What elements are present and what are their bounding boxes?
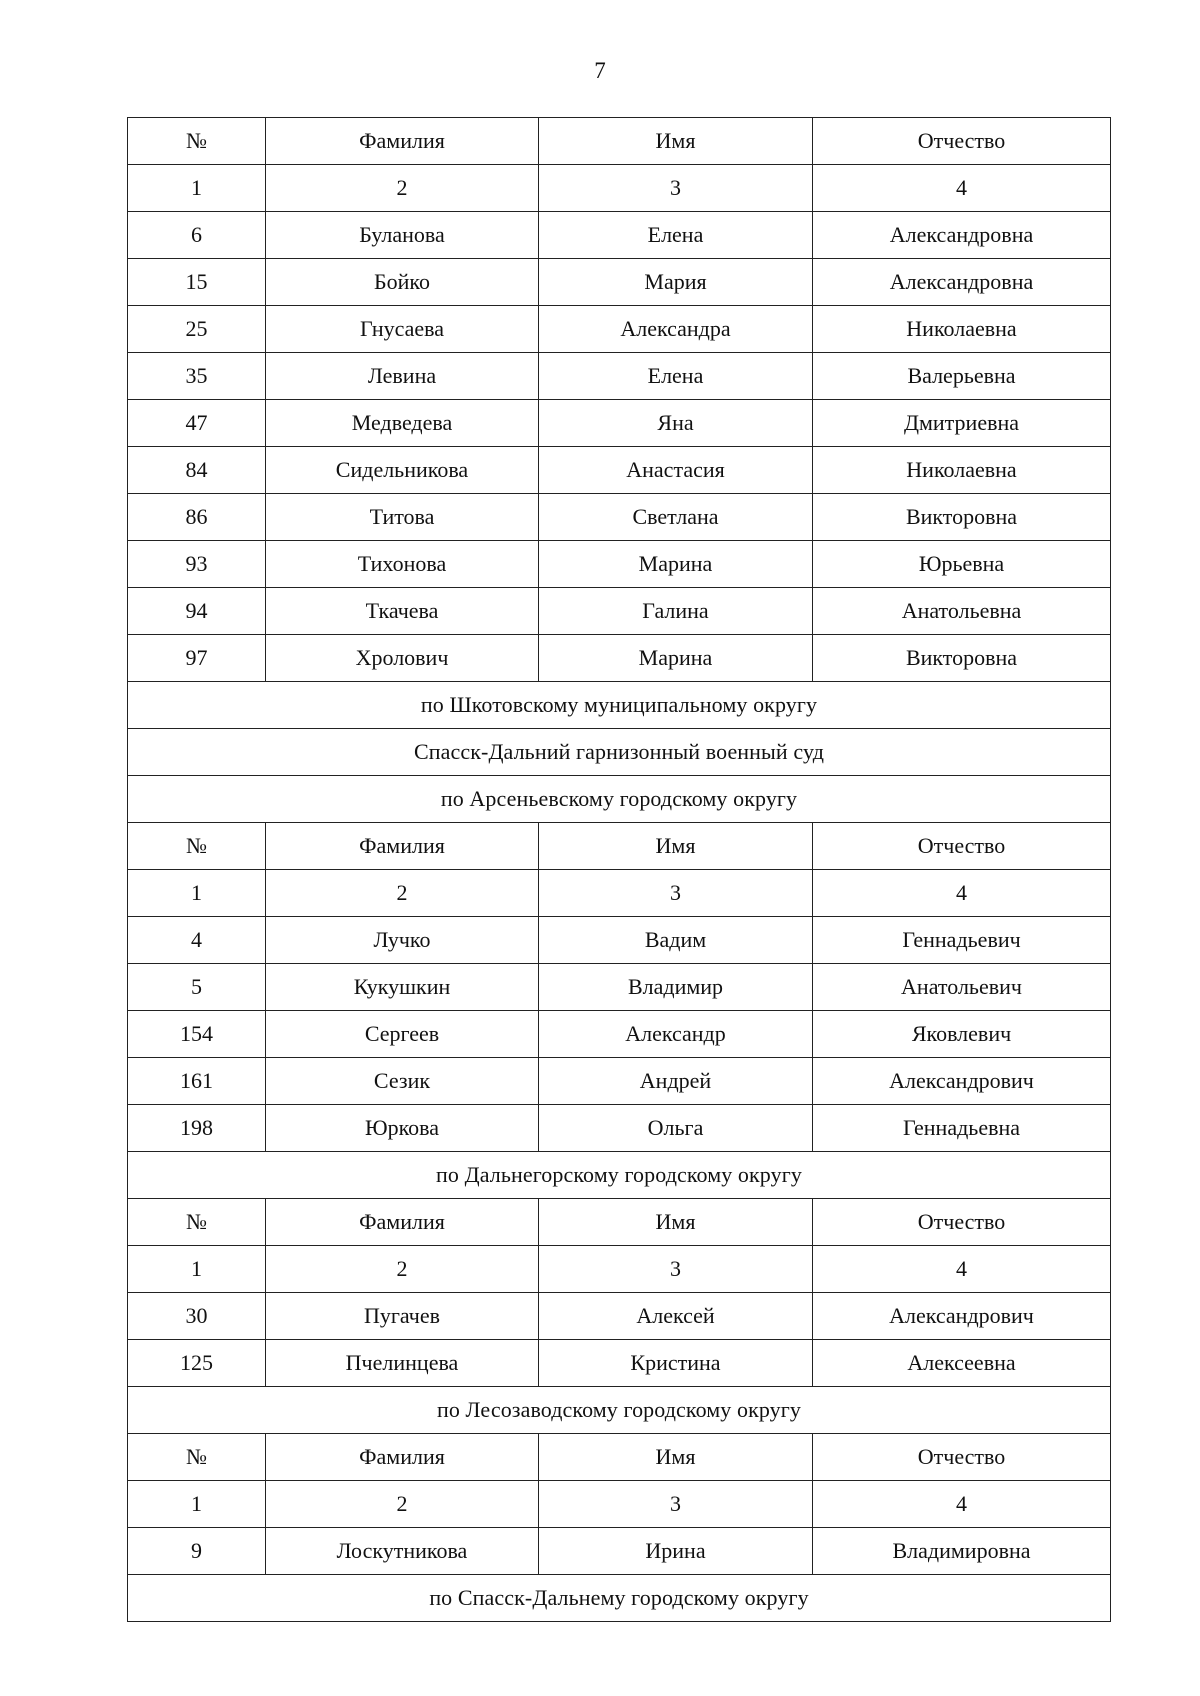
table-row (128, 1058, 1111, 1105)
column-header: Отчество (813, 823, 1111, 870)
column-header-row (128, 823, 1111, 870)
section-row (128, 776, 1111, 823)
table-row (128, 447, 1111, 494)
column-number-row (128, 870, 1111, 917)
cell-surname: Сидельникова (266, 447, 539, 494)
cell-number: 25 (128, 306, 266, 353)
column-header: Имя (539, 823, 813, 870)
cell-patronymic: Викторовна (813, 494, 1111, 541)
cell-patronymic: Николаевна (813, 306, 1111, 353)
cell-surname: Юркова (266, 1105, 539, 1152)
cell-name: Алексей (539, 1293, 813, 1340)
table-row (128, 306, 1111, 353)
cell-name: Андрей (539, 1058, 813, 1105)
cell-name: Ольга (539, 1105, 813, 1152)
cell-number: 4 (128, 917, 266, 964)
cell-surname: Лучко (266, 917, 539, 964)
cell-number: 198 (128, 1105, 266, 1152)
section-row (128, 1152, 1111, 1199)
judges-list-table (127, 117, 1111, 1622)
cell-patronymic: Юрьевна (813, 541, 1111, 588)
section-title: по Лесозаводскому городскому округу (128, 1387, 1111, 1434)
table-row (128, 353, 1111, 400)
cell-patronymic: Владимировна (813, 1528, 1111, 1575)
cell-name: Марина (539, 635, 813, 682)
cell-surname: Лоскутникова (266, 1528, 539, 1575)
cell-patronymic: Александровна (813, 259, 1111, 306)
table-row (128, 1340, 1111, 1387)
column-header: Отчество (813, 1199, 1111, 1246)
table-row (128, 541, 1111, 588)
column-header: № (128, 1434, 266, 1481)
table-row (128, 1105, 1111, 1152)
table-row (128, 494, 1111, 541)
column-number-row (128, 165, 1111, 212)
column-number: 1 (128, 1246, 266, 1293)
page-number: 7 (594, 58, 606, 83)
cell-number: 93 (128, 541, 266, 588)
column-header: № (128, 823, 266, 870)
cell-patronymic: Яковлевич (813, 1011, 1111, 1058)
cell-number: 154 (128, 1011, 266, 1058)
column-header: Отчество (813, 1434, 1111, 1481)
column-number: 2 (266, 870, 539, 917)
section-title: по Шкотовскому муниципальному округу (128, 682, 1111, 729)
cell-surname: Бойко (266, 259, 539, 306)
cell-patronymic: Геннадьевна (813, 1105, 1111, 1152)
cell-surname: Кукушкин (266, 964, 539, 1011)
cell-name: Александр (539, 1011, 813, 1058)
section-title: Спасск-Дальний гарнизонный военный суд (128, 729, 1111, 776)
table-row (128, 1011, 1111, 1058)
table-row (128, 917, 1111, 964)
section-row (128, 1387, 1111, 1434)
column-number: 1 (128, 870, 266, 917)
section-row (128, 682, 1111, 729)
cell-name: Кристина (539, 1340, 813, 1387)
table-row (128, 588, 1111, 635)
column-header: Отчество (813, 118, 1111, 165)
cell-name: Анастасия (539, 447, 813, 494)
column-number: 3 (539, 1246, 813, 1293)
table-row (128, 212, 1111, 259)
cell-surname: Хролович (266, 635, 539, 682)
cell-patronymic: Александровна (813, 212, 1111, 259)
cell-surname: Ткачева (266, 588, 539, 635)
cell-number: 30 (128, 1293, 266, 1340)
column-header: Фамилия (266, 823, 539, 870)
column-header: Фамилия (266, 118, 539, 165)
cell-surname: Буланова (266, 212, 539, 259)
column-header: Имя (539, 1434, 813, 1481)
cell-patronymic: Александрович (813, 1293, 1111, 1340)
cell-number: 15 (128, 259, 266, 306)
cell-number: 35 (128, 353, 266, 400)
cell-surname: Гнусаева (266, 306, 539, 353)
cell-name: Елена (539, 353, 813, 400)
section-title: по Спасск-Дальнему городскому округу (128, 1575, 1111, 1622)
cell-name: Галина (539, 588, 813, 635)
cell-name: Яна (539, 400, 813, 447)
column-header-row (128, 118, 1111, 165)
column-number-row (128, 1246, 1111, 1293)
cell-number: 6 (128, 212, 266, 259)
cell-surname: Тихонова (266, 541, 539, 588)
cell-name: Александра (539, 306, 813, 353)
cell-name: Ирина (539, 1528, 813, 1575)
column-header-row (128, 1434, 1111, 1481)
cell-name: Елена (539, 212, 813, 259)
cell-number: 97 (128, 635, 266, 682)
cell-patronymic: Александрович (813, 1058, 1111, 1105)
cell-name: Светлана (539, 494, 813, 541)
cell-number: 84 (128, 447, 266, 494)
column-number: 2 (266, 1481, 539, 1528)
section-title: по Дальнегорскому городскому округу (128, 1152, 1111, 1199)
cell-patronymic: Анатольевна (813, 588, 1111, 635)
table-row (128, 259, 1111, 306)
table-row (128, 400, 1111, 447)
column-header-row (128, 1199, 1111, 1246)
cell-number: 94 (128, 588, 266, 635)
cell-patronymic: Валерьевна (813, 353, 1111, 400)
column-number: 1 (128, 165, 266, 212)
cell-patronymic: Алексеевна (813, 1340, 1111, 1387)
cell-name: Марина (539, 541, 813, 588)
column-number: 3 (539, 870, 813, 917)
column-number: 4 (813, 165, 1111, 212)
cell-surname: Пчелинцева (266, 1340, 539, 1387)
column-number: 2 (266, 1246, 539, 1293)
column-header: Фамилия (266, 1199, 539, 1246)
section-row (128, 1575, 1111, 1622)
column-number: 4 (813, 1481, 1111, 1528)
cell-number: 125 (128, 1340, 266, 1387)
cell-number: 161 (128, 1058, 266, 1105)
cell-name: Владимир (539, 964, 813, 1011)
table-row (128, 964, 1111, 1011)
column-number: 4 (813, 870, 1111, 917)
cell-patronymic: Анатольевич (813, 964, 1111, 1011)
column-number: 3 (539, 1481, 813, 1528)
column-header: Имя (539, 118, 813, 165)
cell-surname: Левина (266, 353, 539, 400)
cell-name: Мария (539, 259, 813, 306)
column-number: 2 (266, 165, 539, 212)
table-row (128, 1293, 1111, 1340)
column-header: Фамилия (266, 1434, 539, 1481)
cell-name: Вадим (539, 917, 813, 964)
section-title: по Арсеньевскому городскому округу (128, 776, 1111, 823)
table-row (128, 1528, 1111, 1575)
column-header: № (128, 1199, 266, 1246)
cell-surname: Сезик (266, 1058, 539, 1105)
table-row (128, 635, 1111, 682)
cell-number: 5 (128, 964, 266, 1011)
table-body (128, 118, 1111, 1622)
cell-number: 9 (128, 1528, 266, 1575)
column-number: 3 (539, 165, 813, 212)
column-header: № (128, 118, 266, 165)
cell-surname: Сергеев (266, 1011, 539, 1058)
cell-surname: Медведева (266, 400, 539, 447)
column-number-row (128, 1481, 1111, 1528)
column-number: 1 (128, 1481, 266, 1528)
cell-surname: Пугачев (266, 1293, 539, 1340)
section-row (128, 729, 1111, 776)
cell-number: 47 (128, 400, 266, 447)
cell-number: 86 (128, 494, 266, 541)
cell-patronymic: Дмитриевна (813, 400, 1111, 447)
cell-patronymic: Викторовна (813, 635, 1111, 682)
column-header: Имя (539, 1199, 813, 1246)
cell-patronymic: Геннадьевич (813, 917, 1111, 964)
cell-surname: Титова (266, 494, 539, 541)
cell-patronymic: Николаевна (813, 447, 1111, 494)
column-number: 4 (813, 1246, 1111, 1293)
